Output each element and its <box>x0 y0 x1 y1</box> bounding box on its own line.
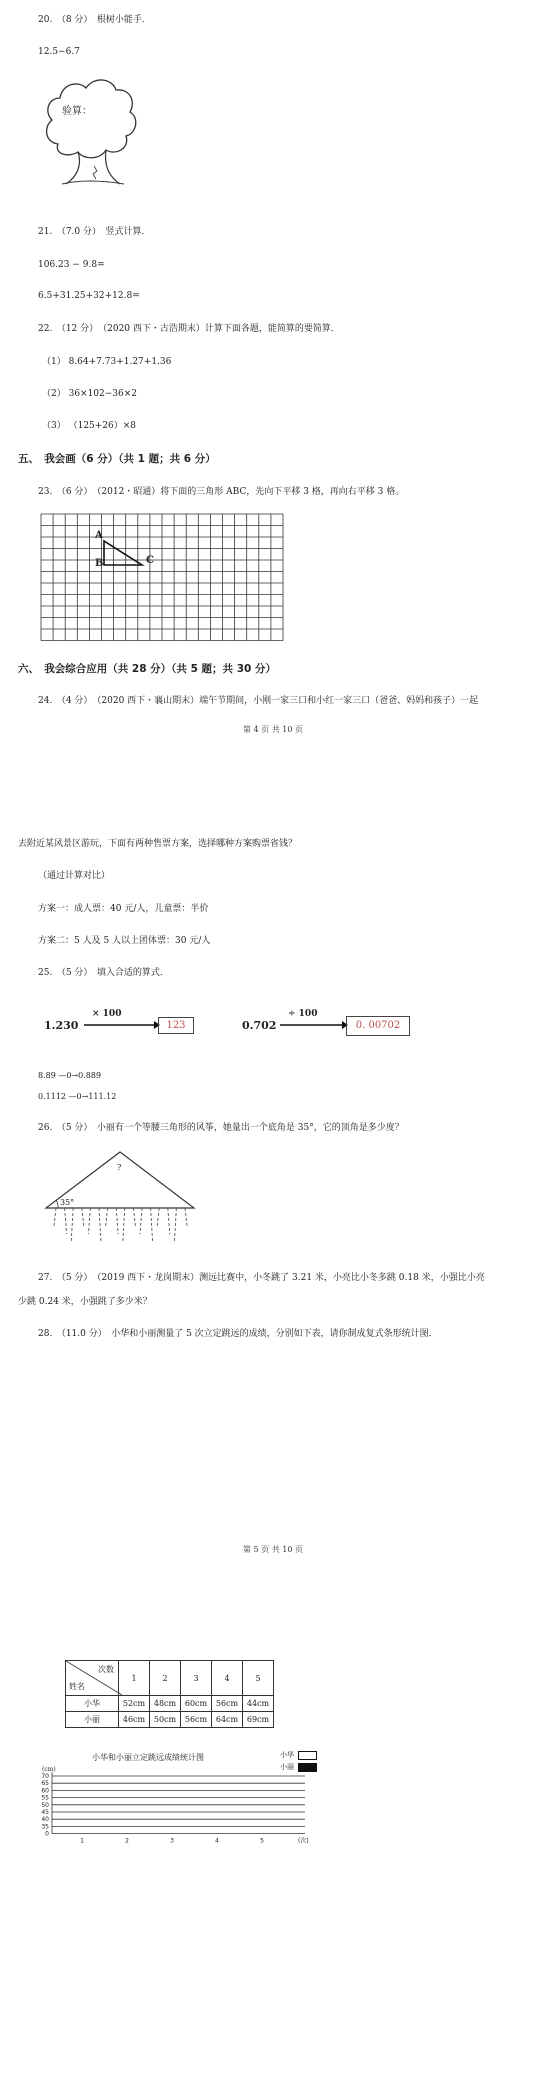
q24-continued: 去附近某风景区游玩，下面有两种售票方案，选择哪种方案购票省钱？ <box>18 839 298 849</box>
x-tick-label: 4 <box>215 1837 219 1845</box>
row-name: 小华 <box>66 1696 119 1712</box>
q25a-answer: 123 <box>166 1020 186 1031</box>
q22-title: 22. （12 分） （2020 西下・古浩期末）计算下面各题，能简算的要简算． <box>38 324 340 334</box>
q24-plan1: 方案一：成人票：40 元/人，儿童票：半价 <box>38 904 209 914</box>
table-cell: 50cm <box>150 1712 181 1728</box>
q25b-answer-box <box>346 1016 410 1036</box>
row-name: 小丽 <box>66 1712 119 1728</box>
y-tick-label: 45 <box>41 1809 49 1816</box>
q25a-arrow <box>84 1020 160 1030</box>
q27-title: 27. （5 分） （2019 西下・龙岗期末）测远比赛中，小冬跳了 3.21 米，小亮比小冬多跳 0.18 米，小强比小亮 <box>38 1273 485 1283</box>
legend-label-xiaohua: 小华 <box>280 1751 294 1759</box>
q25b-arrow <box>280 1020 348 1030</box>
q20-title: 20. （8 分） 根树小能手． <box>38 15 151 25</box>
q28-title: 28. （11.0 分） 小华和小丽测量了 5 次立定跳远的成绩，分别如下表，请你制成复式条形统计图． <box>38 1329 438 1339</box>
table-header: 3 <box>181 1661 212 1696</box>
q25a-left: 1.230 <box>44 1019 79 1032</box>
score-table <box>65 1660 274 1728</box>
y-tick-label: 55 <box>41 1794 49 1802</box>
section-6-heading: 六、 我会综合应用（共 28 分）（共 5 题；共 30 分） <box>18 663 276 675</box>
y-tick-label: 60 <box>41 1787 49 1795</box>
q25b-operation: ÷ 100 <box>288 1009 318 1019</box>
page-footer-5: 第 5 页 共 10 页 <box>243 1545 303 1554</box>
q25-line1: 8.89 —0→0.889 <box>38 1071 102 1080</box>
y-tick-label: 35 <box>41 1823 49 1831</box>
vertex-c-label: C <box>146 555 154 566</box>
table-cell: 46cm <box>119 1712 150 1728</box>
table-cell: 69cm <box>243 1712 274 1728</box>
table-cell: 56cm <box>181 1712 212 1728</box>
table-corner-cell <box>66 1661 119 1696</box>
y-tick-label: 65 <box>41 1780 49 1788</box>
table-cell: 60cm <box>181 1696 212 1712</box>
corner-bottom-label: 姓名 <box>69 1682 85 1691</box>
q22-sub1: （1） 8.64+7.73+1.27+1.36 <box>42 357 172 367</box>
page-footer-4: 第 4 页 共 10 页 <box>243 725 303 734</box>
table-cell: 48cm <box>150 1696 181 1712</box>
q24-title: 24. （4 分） （2020 西下・襄山期末）端午节期间，小刚一家三口和小红一家三口（爸爸、妈妈和孩子）一起 <box>38 696 479 706</box>
x-axis-unit: (次) <box>298 1837 309 1845</box>
x-tick-label: 2 <box>125 1837 129 1845</box>
vertex-a-label: A <box>95 530 103 541</box>
q24-plan2: 方案二：5 人及 5 人以上团体票：30 元/人 <box>38 936 211 946</box>
y-tick-label: 0 <box>45 1830 49 1838</box>
q27-continued: 少跳 0.24 米，小强跳了多少米？ <box>18 1297 152 1307</box>
table-row <box>66 1696 274 1712</box>
table-header: 5 <box>243 1661 274 1696</box>
q25b-answer: 0. 00702 <box>355 1020 401 1031</box>
x-tick-label: 5 <box>260 1837 264 1845</box>
q25b-left: 0.702 <box>242 1019 277 1032</box>
q22-sub3: （3） （125+26）×8 <box>42 421 137 431</box>
q24-note: （通过计算对比） <box>38 871 111 881</box>
q21-expr1: 106.23 − 9.8= <box>38 260 105 270</box>
q25a-answer-box <box>158 1017 194 1034</box>
q21-expr2: 6.5+31.25+32+12.8= <box>38 291 140 301</box>
table-row <box>66 1712 274 1728</box>
tree-check-label: 验算： <box>62 106 92 117</box>
q26-title: 26. （5 分） 小丽有一个等腰三角形的风筝，她量出一个底角是 35°，它的顶角是多少度？ <box>38 1123 404 1133</box>
table-cell: 56cm <box>212 1696 243 1712</box>
x-tick-label: 3 <box>170 1837 174 1845</box>
table-cell: 64cm <box>212 1712 243 1728</box>
q22-sub2: （2） 36×102−36×2 <box>42 389 138 399</box>
y-tick-label: 40 <box>41 1816 49 1824</box>
vertex-b-label: B <box>95 558 104 569</box>
chart-title: 小华和小丽立定跳远成绩统计图 <box>92 1753 204 1762</box>
legend-label-xiaoli: 小丽 <box>280 1763 294 1771</box>
legend-swatch-xiaohua <box>298 1751 317 1760</box>
corner-top-label: 次数 <box>98 1665 114 1674</box>
tree-illustration <box>38 72 138 212</box>
q25a-operation: × 100 <box>92 1009 122 1019</box>
q25-title: 25. （5 分） 填入合适的算式． <box>38 968 169 978</box>
q20-expression: 12.5−6.7 <box>38 47 80 57</box>
section-5-heading: 五、 我会画（6 分）（共 1 题；共 6 分） <box>18 453 216 465</box>
q21-title: 21. （7.0 分） 竖式计算． <box>38 227 151 237</box>
chart-plot-area <box>30 1770 320 1870</box>
kite-apex-angle: ? <box>117 1163 122 1172</box>
q25-line2: 0.1112 —0→111.12 <box>38 1092 117 1101</box>
y-tick-label: 70 <box>41 1773 49 1780</box>
kite-base-angle: 35° <box>60 1198 75 1207</box>
y-axis-unit: (cm) <box>42 1766 56 1773</box>
q23-title: 23. （6 分） （2012・昭通）将下面的三角形 ABC，先向下平移 3 格，再向右平移 3 格。 <box>38 487 405 497</box>
table-cell: 44cm <box>243 1696 274 1712</box>
table-header: 4 <box>212 1661 243 1696</box>
table-cell: 52cm <box>119 1696 150 1712</box>
table-header: 2 <box>150 1661 181 1696</box>
table-header: 1 <box>119 1661 150 1696</box>
x-tick-label: 1 <box>80 1837 84 1845</box>
y-tick-label: 50 <box>41 1801 49 1809</box>
grid-figure <box>40 513 284 643</box>
